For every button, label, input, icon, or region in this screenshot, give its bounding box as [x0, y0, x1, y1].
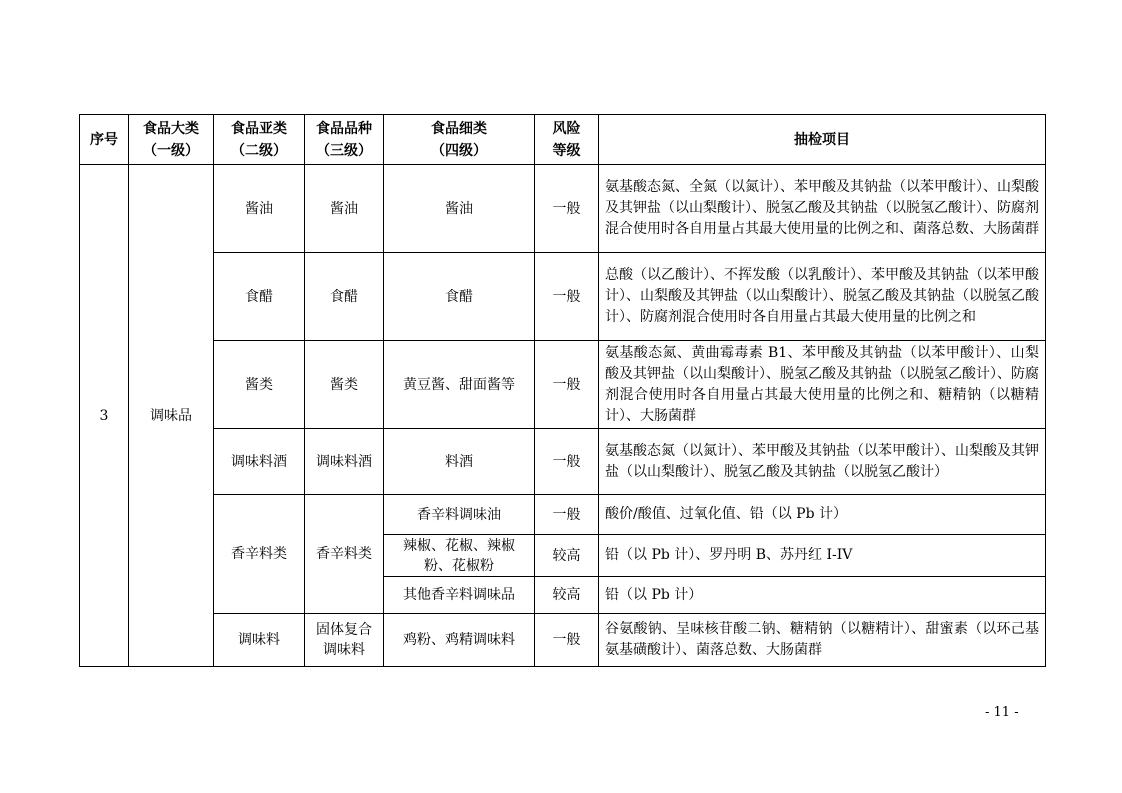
table-row: [80, 165, 1046, 253]
row-risk: 一般: [535, 614, 599, 667]
row-cat4: 黄豆酱、甜面酱等: [384, 341, 535, 429]
header-risk: 风险 等级: [535, 115, 599, 165]
row-cat4: 辣椒、花椒、辣椒粉、花椒粉: [384, 535, 535, 577]
header-cat3: 食品品种 （三级）: [305, 115, 384, 165]
header-cat2: 食品亚类 （二级）: [214, 115, 305, 165]
row-cat2: 酱类: [214, 341, 305, 429]
row-cat2: 调味料: [214, 614, 305, 667]
row-cat3: 调味料酒: [305, 429, 384, 495]
row-items: 铅（以 Pb 计）、罗丹明 B、苏丹红 I-IV: [599, 535, 1046, 577]
row-cat2: 酱油: [214, 165, 305, 253]
row-items: 酸价/酸值、过氧化值、铅（以 Pb 计）: [599, 495, 1046, 535]
row-cat3: 酱类: [305, 341, 384, 429]
header-row: [80, 115, 1046, 165]
row-cat2: 食醋: [214, 253, 305, 341]
row-cat4: 香辛料调味油: [384, 495, 535, 535]
row-cat4: 料酒: [384, 429, 535, 495]
inspection-table: [79, 114, 1046, 667]
row-items: 铅（以 Pb 计）: [599, 577, 1046, 614]
header-items: 抽检项目: [599, 115, 1046, 165]
row-risk: 一般: [535, 253, 599, 341]
header-cat4: 食品细类 （四级）: [384, 115, 535, 165]
row-cat3: 食醋: [305, 253, 384, 341]
row-cat4: 其他香辛料调味品: [384, 577, 535, 614]
page-number: - 11 -: [985, 705, 1019, 720]
row-risk: 一般: [535, 165, 599, 253]
group-cat1: 调味品: [129, 165, 214, 667]
row-items: 总酸（以乙酸计）、不挥发酸（以乳酸计）、苯甲酸及其钠盐（以苯甲酸计）、山梨酸及其钾盐（以山梨酸计）、脱氢乙酸及其钠盐（以脱氢乙酸计）、防腐剂混合使用时各自用量占其最大使用量的比例之和: [599, 253, 1046, 341]
row-cat4: 鸡粉、鸡精调味料: [384, 614, 535, 667]
row-cat3: 酱油: [305, 165, 384, 253]
row-cat2: 调味料酒: [214, 429, 305, 495]
row-cat3: 固体复合调味料: [305, 614, 384, 667]
row-cat2: 香辛料类: [214, 495, 305, 614]
table-row: [80, 341, 1046, 429]
row-risk: 一般: [535, 341, 599, 429]
table-row: [80, 614, 1046, 667]
row-cat3: 香辛料类: [305, 495, 384, 614]
table-row: [80, 495, 1046, 535]
row-items: 谷氨酸钠、呈味核苷酸二钠、糖精钠（以糖精计）、甜蜜素（以环己基氨基磺酸计）、菌落总数、大肠菌群: [599, 614, 1046, 667]
row-items: 氨基酸态氮、全氮（以氮计）、苯甲酸及其钠盐（以苯甲酸计）、山梨酸及其钾盐（以山梨酸计）、脱氢乙酸及其钠盐（以脱氢乙酸计）、防腐剂混合使用时各自用量占其最大使用量的比例之和、菌落总数、大肠菌群: [599, 165, 1046, 253]
row-risk: 一般: [535, 495, 599, 535]
row-cat4: 酱油: [384, 165, 535, 253]
row-items: 氨基酸态氮（以氮计）、苯甲酸及其钠盐（以苯甲酸计）、山梨酸及其钾盐（以山梨酸计）、脱氢乙酸及其钠盐（以脱氢乙酸计）: [599, 429, 1046, 495]
row-risk: 较高: [535, 535, 599, 577]
group-seq: 3: [80, 165, 129, 667]
table-row: [80, 429, 1046, 495]
header-cat1: 食品大类 （一级）: [129, 115, 214, 165]
header-seq: 序号: [80, 115, 129, 165]
row-risk: 一般: [535, 429, 599, 495]
table-row: [80, 253, 1046, 341]
row-risk: 较高: [535, 577, 599, 614]
row-cat4: 食醋: [384, 253, 535, 341]
row-items: 氨基酸态氮、黄曲霉毒素 B1、苯甲酸及其钠盐（以苯甲酸计）、山梨酸及其钾盐（以山梨酸计）、脱氢乙酸及其钠盐（以脱氢乙酸计）、防腐剂混合使用时各自用量占其最大使用量的比例之和、糖精钠（以糖精计）、大肠菌群: [599, 341, 1046, 429]
